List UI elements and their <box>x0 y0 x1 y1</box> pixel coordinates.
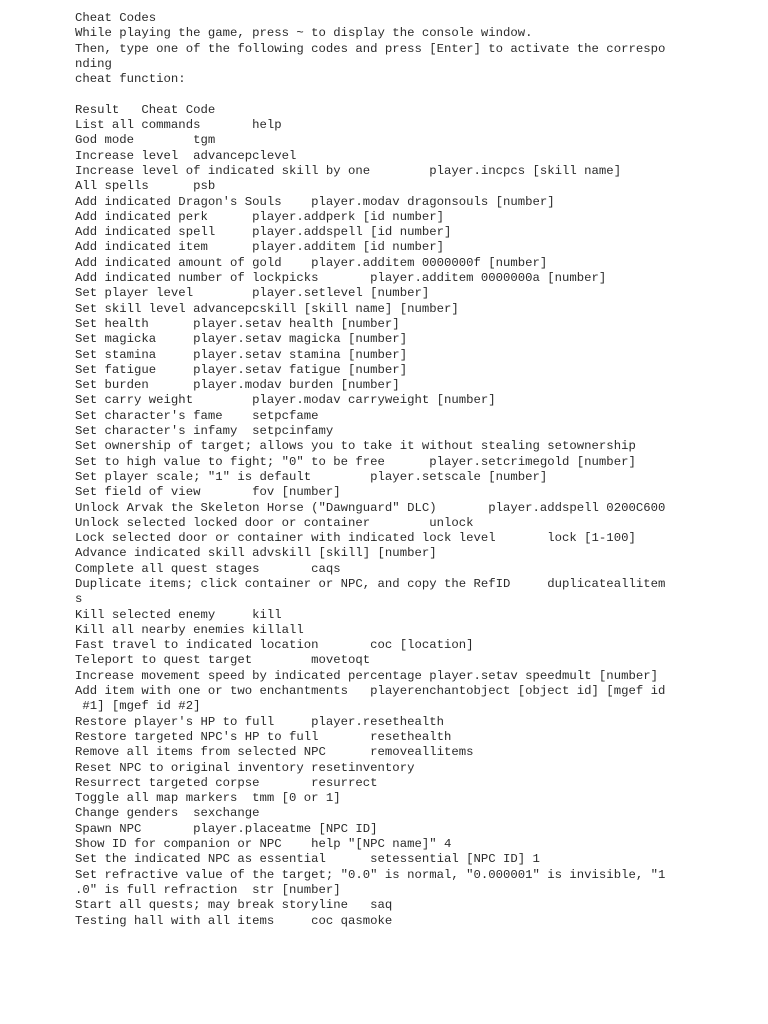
document-line: cheat function: <box>75 72 186 87</box>
document-line: Unlock Arvak the Skeleton Horse ("Dawnguard" DLC) player.addspell 0200C600 <box>75 500 666 515</box>
document-line: Change genders sexchange <box>75 806 260 821</box>
document-line: Add indicated Dragon's Souls player.modav dragonsouls [number] <box>75 194 555 209</box>
document-line: Set to high value to fight; "0" to be free player.setcrimegold [number] <box>75 454 636 469</box>
document-line: Add indicated number of lockpicks player.additem 0000000a [number] <box>75 271 607 286</box>
document-line: Spawn NPC player.placeatme [NPC ID] <box>75 821 378 836</box>
document-line: Resurrect targeted corpse resurrect <box>75 775 378 790</box>
document-line: s <box>75 592 83 607</box>
document-line: Kill selected enemy kill <box>75 607 282 622</box>
document-line: List all commands help <box>75 118 282 133</box>
document-line: Cheat Codes <box>75 11 157 25</box>
document-line: Set burden player.modav burden [number] <box>75 378 400 393</box>
document-line: Set refractive value of the target; "0.0" is normal, "0.000001" is invisible, "1 <box>75 867 666 882</box>
document-line: Set health player.setav health [number] <box>75 316 400 331</box>
document-line: Set stamina player.setav stamina [number] <box>75 347 408 362</box>
document-line: Add indicated amount of gold player.additem 0000000f [number] <box>75 255 548 270</box>
document-line: Set carry weight player.modav carryweight [number] <box>75 393 496 408</box>
document-line: Increase movement speed by indicated percentage player.setav speedmult [number] <box>75 668 658 683</box>
document-line: Add item with one or two enchantments playerenchantobject [object id] [mgef id <box>75 684 666 699</box>
document-line: Advance indicated skill advskill [skill] [number] <box>75 546 437 561</box>
document-line: Remove all items from selected NPC removeallitems <box>75 745 474 760</box>
document-line: Then, type one of the following codes and press [Enter] to activate the correspo <box>75 41 666 56</box>
document-line: Set magicka player.setav magicka [number] <box>75 332 408 347</box>
document-line: While playing the game, press ~ to display the console window. <box>75 26 533 41</box>
document-line: Start all quests; may break storyline saq <box>75 898 393 913</box>
document-line: nding <box>75 56 112 71</box>
document-line: Add indicated perk player.addperk [id number] <box>75 209 444 224</box>
document-line: Increase level of indicated skill by one player.incpcs [skill name] <box>75 163 622 178</box>
document-line: Set player level player.setlevel [number] <box>75 286 430 301</box>
document-line: Add indicated item player.additem [id number] <box>75 240 444 255</box>
document-line: Add indicated spell player.addspell [id number] <box>75 225 452 240</box>
document-line: .0" is full refraction str [number] <box>75 882 341 897</box>
document-line: Lock selected door or container with indicated lock level lock [1-100] <box>75 531 636 546</box>
document-line: Set player scale; "1" is default player.setscale [number] <box>75 469 548 484</box>
document-text <box>75 11 695 929</box>
document-line: Set fatigue player.setav fatigue [number] <box>75 362 408 377</box>
document-line: Testing hall with all items coc qasmoke <box>75 913 393 928</box>
document-line: Set character's infamy setpcinfamy <box>75 424 334 439</box>
document-line: Set skill level advancepcskill [skill name] [number] <box>75 301 459 316</box>
document-line: Set the indicated NPC as essential setessential [NPC ID] 1 <box>75 852 540 867</box>
document-line: Complete all quest stages caqs <box>75 561 341 576</box>
document-line: Unlock selected locked door or container unlock <box>75 515 474 530</box>
document-line: Set field of view fov [number] <box>75 485 341 500</box>
document-line: Reset NPC to original inventory resetinventory <box>75 760 415 775</box>
document-line: Fast travel to indicated location coc [location] <box>75 638 474 653</box>
document-line: Duplicate items; click container or NPC, and copy the RefID duplicateallitem <box>75 576 666 591</box>
document-line: Result Cheat Code <box>75 102 216 117</box>
document-line: Set ownership of target; allows you to take it without stealing setownership <box>75 439 636 454</box>
document-line: #1] [mgef id #2] <box>75 699 201 714</box>
document-line: Kill all nearby enemies killall <box>75 622 304 637</box>
document-line: Set character's fame setpcfame <box>75 408 319 423</box>
document-line <box>75 87 695 102</box>
document-line: Toggle all map markers tmm [0 or 1] <box>75 791 341 806</box>
document-line: Restore player's HP to full player.resethealth <box>75 714 444 729</box>
document-line: Increase level advancepclevel <box>75 148 297 163</box>
document-line: Restore targeted NPC's HP to full resethealth <box>75 729 452 744</box>
document-line: God mode tgm <box>75 133 216 148</box>
document-line: All spells psb <box>75 179 216 194</box>
document-line: Teleport to quest target movetoqt <box>75 653 371 668</box>
document-line: Show ID for companion or NPC help "[NPC name]" 4 <box>75 837 452 852</box>
